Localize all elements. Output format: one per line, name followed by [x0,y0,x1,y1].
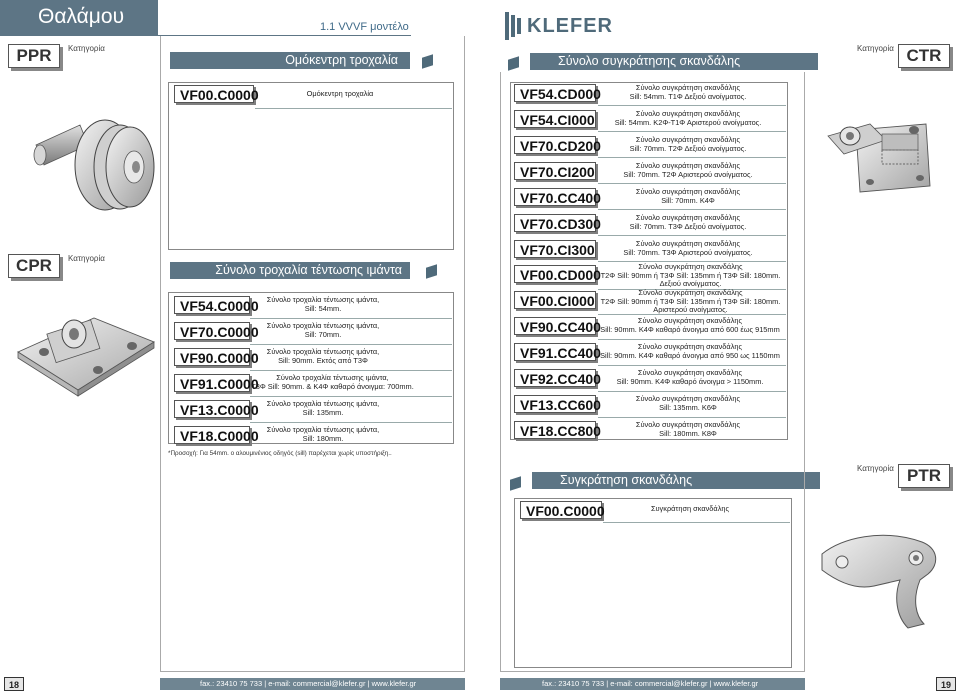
section-title-ctr [530,53,818,70]
product-code: VF70.CI300 [514,240,596,258]
product-desc: Σύνολο τροχαλία τέντωσης ιμάντα, Sill: 54mm. [266,295,380,313]
left-page-frame [464,36,465,672]
row-divider [598,235,786,236]
category-badge-ctr: CTR [898,44,950,68]
row-divider [598,209,786,210]
product-desc: Σύνολο συγκράτηση σκανδάλης Sill: 54mm. Κ2Φ-Τ1Φ Αριστερού ανοίγματος. [614,109,762,127]
right-page-frame [804,72,805,672]
footer-contact: fax.: 23410 75 733 | e-mail: commercial@klefer.gr | www.klefer.gr [542,679,759,688]
product-desc: Σύνολο συγκράτηση σκανδάλης Sill: 70mm. Κ4Φ [635,187,741,205]
product-desc: Σύνολο συγκράτηση σκανδάλης Sill: 180mm. Κ8Φ [635,420,741,438]
row-divider [250,396,452,397]
product-desc: Ομόκεντρη τροχαλία [306,89,374,98]
cube-icon [422,54,433,69]
pulley-image [30,95,160,230]
product-code: VF18.C0000 [174,426,250,444]
product-desc: Σύνολο συγκράτηση σκανδάλης Sill: 70mm. Τ2Φ Αριστερού ανοίγματος. [623,161,753,179]
product-desc: Σύνολο συγκράτηση σκανδάλης Sill: 70mm. Τ3Φ Δεξιού ανοίγματος. [629,213,747,231]
right-page-frame [500,671,805,672]
product-code: VF91.C0000 [174,374,250,392]
product-code: VF70.CD200 [514,136,596,154]
product-code: VF18.CC800 [514,421,596,439]
cube-icon [510,476,521,491]
row-divider [598,183,786,184]
row-divider [598,157,786,158]
product-code: VF54.C0000 [174,296,250,314]
category-label: Κατηγορία [68,44,105,53]
product-code: VF13.C0000 [174,400,250,418]
category-label: Κατηγορία [857,464,894,473]
section-title-cpr [170,262,410,279]
category-badge-ptr: PTR [898,464,950,488]
row-divider [598,339,786,340]
product-code: VF91.CC400 [514,343,596,361]
product-desc: Σύνολο συγκράτηση σκανδάλης Sill: 90mm. Κ4Φ καθαρό άνοιγμα από 950 ως 1150mm [600,342,780,360]
row-divider [255,108,452,109]
category-label: Κατηγορία [68,254,105,263]
product-code: VF70.CD300 [514,214,596,232]
product-desc: Σύνολο τροχαλία τέντωσης ιμάντα, Τ3Φ Sill: 90mm. & Κ4Φ καθαρό άνοιγμα: 700mm. [251,373,414,391]
klefer-logo-mark [505,12,527,40]
klefer-logo [505,12,615,40]
product-desc: Σύνολο τροχαλία τέντωσης ιμάντα, Sill: 70mm. [266,321,380,339]
row-divider [250,422,452,423]
product-desc: Συγκράτηση σκανδάλης [650,504,730,513]
section-title-text: Σύνολο τροχαλία τέντωσης ιμάντα [215,263,402,277]
header-rule [158,35,411,36]
row-divider [250,370,452,371]
product-code: VF70.CI200 [514,162,596,180]
row-divider [598,365,786,366]
product-desc: Σύνολο τροχαλία τέντωσης ιμάντα, Sill: 135mm. [266,399,380,417]
row-divider [598,131,786,132]
section-title-text: Συγκράτηση σκανδάλης [560,473,693,487]
product-desc: Σύνολο συγκράτηση σκανδάλης Sill: 70mm. Τ2Φ Δεξιού ανοίγματος. [629,135,747,153]
page-number: 18 [4,677,24,691]
left-header-band [0,0,158,36]
product-code: VF90.CC400 [514,317,596,335]
product-code: VF70.C0000 [174,322,250,340]
row-divider [603,522,790,523]
section-title-text: Ομόκεντρη τροχαλία [285,53,398,67]
category-badge-cpr: CPR [8,254,60,278]
row-divider [250,318,452,319]
row-divider [598,105,786,106]
product-desc: Σύνολο συγκράτηση σκανδάλης Τ2Φ Sill: 90mm ή Τ3Φ Sill: 135mm ή Τ3Φ Sill: 180mm. Δεξιού ανοίγματος. [600,262,781,289]
latch-assembly-image [826,110,946,200]
logo-text: KLEFER [527,15,613,37]
tensioner-image [14,300,159,410]
row-divider [598,391,786,392]
product-code: VF70.CC400 [514,188,596,206]
cube-icon [426,264,437,279]
ptr-product-box [514,498,792,668]
product-desc: Σύνολο τροχαλία τέντωσης ιμάντα, Sill: 180mm. [266,425,380,443]
product-desc: Σύνολο τροχαλία τέντωσης ιμάντα, Sill: 90mm. Εκτός από Τ3Φ [266,347,380,365]
row-divider [250,344,452,345]
product-desc: Σύνολο συγκράτηση σκανδάλης Sill: 90mm. Κ4Φ καθαρό άνοιγμα από 600 έως 915mm [600,316,780,334]
category-label: Κατηγορία [857,44,894,53]
footer-contact: fax.: 23410 75 733 | e-mail: commercial@klefer.gr | www.klefer.gr [200,679,417,688]
section-title-text: Σύνολο συγκράτησης σκανδάλης [558,54,741,68]
footer-bar [500,678,805,690]
product-desc: Σύνολο συγκράτηση σκανδάλης Τ2Φ Sill: 90mm ή Τ3Φ Sill: 135mm ή Τ3Φ Sill: 180mm. Αριστερού ανοίγματος. [600,288,781,315]
footnote: *Προσοχή: Για 54mm. ο αλουμινένιος οδηγός (sill) παρέχεται χωρίς υποστήριξη.. [168,450,392,457]
product-code: VF54.CD000 [514,84,596,102]
product-code: VF92.CC400 [514,369,596,387]
footer-bar [160,678,465,690]
row-divider [598,417,786,418]
right-page-frame [500,72,501,672]
left-page-frame [160,671,465,672]
page-number: 19 [936,677,956,691]
model-label: 1.1 VVVF μοντέλο [320,21,409,33]
section-title-ppr [170,52,410,69]
product-desc: Σύνολο συγκράτηση σκανδάλης Sill: 90mm. Κ4Φ καθαρό άνοιγμα > 1150mm. [616,368,764,386]
row-divider [598,314,786,315]
left-page-frame [160,36,161,672]
page-title: Θαλάμου [38,5,125,28]
product-desc: Σύνολο συγκράτηση σκανδάλης Sill: 54mm. Τ1Φ Δεξιού ανοίγματος. [629,83,747,101]
product-code: VF13.CC600 [514,395,596,413]
product-desc: Σύνολο συγκράτηση σκανδάλης Sill: 70mm. Τ3Φ Αριστερού ανοίγματος. [623,239,753,257]
cube-icon [508,56,519,71]
product-code: VF90.C0000 [174,348,250,366]
product-code: VF00.CI000 [514,291,596,309]
product-code: VF00.C0000 [520,501,602,519]
product-code: VF00.C0000 [174,85,254,103]
section-title-ptr [532,472,820,489]
product-code: VF54.CI000 [514,110,596,128]
latch-hook-image [812,520,947,635]
product-code: VF00.CD000 [514,265,596,283]
product-desc: Σύνολο συγκράτηση σκανδάλης Sill: 135mm. Κ6Φ [635,394,741,412]
category-badge-ppr: PPR [8,44,60,68]
